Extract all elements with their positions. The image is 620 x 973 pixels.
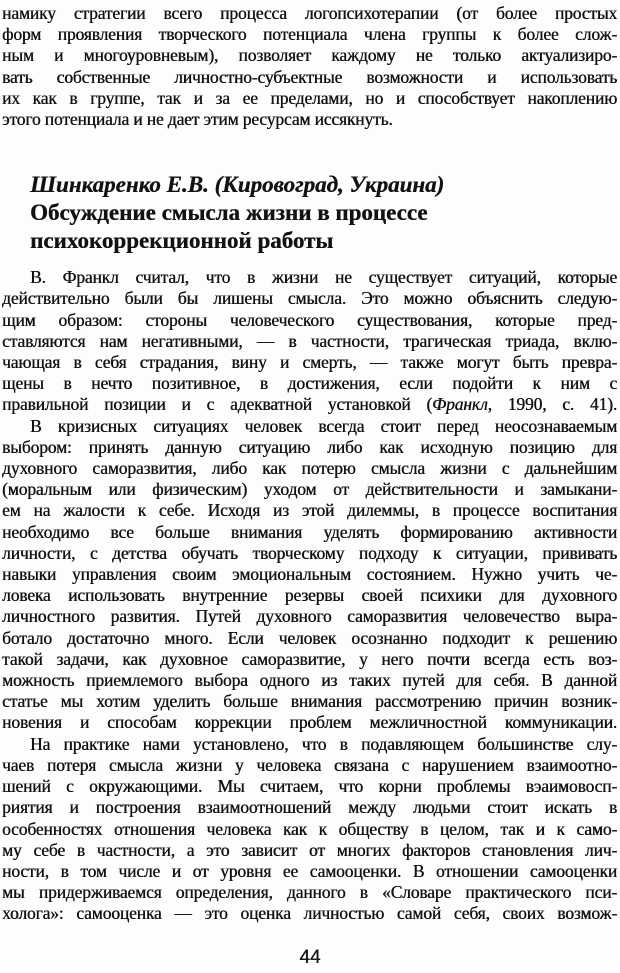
text-line: такой задачи, как духовное саморазвитие, у него почти всегда есть воз-	[2, 648, 617, 669]
text-line: шений с окружающими. Мы считаем, что корни проблемы вэаимовосп-	[2, 776, 617, 797]
heading-line: психокоррекционной работы	[30, 228, 334, 254]
text-line: статье мы хотим уделить больше внимания рассмотрению причин возник-	[2, 691, 617, 712]
text-line: (моральным или физическим) уходом от действительности и замыкани-	[2, 479, 617, 500]
text-line: ности, в том числе и от уровня ее самооценки. В отношении самооценки	[2, 860, 617, 881]
text-line: можность приемлемого выбора одного из таких путей для себя. В данной	[2, 670, 617, 691]
text-line: мы придерживаемся определения, данного в «Словаре практического пси-	[2, 882, 617, 903]
text-line: холога»: самооценка — это оценка личностью самой себя, своих возмож-	[2, 903, 617, 924]
text-line: особенностях отношения человека как к обществу в целом, так и к само-	[2, 818, 617, 839]
text-line: вать собственные личностно-субъектные возможности и использовать	[2, 66, 617, 87]
text-line: намику стратегии всего процесса логопсихотерапии (от более простых	[2, 3, 617, 23]
page-number: 44	[299, 947, 321, 968]
text-line: щим образом: стороны человеческого существования, которые пред-	[2, 309, 617, 330]
text-line: этого потенциала и не дает этим ресурсам иссякнуть.	[2, 109, 393, 130]
paragraph	[2, 416, 617, 734]
text-line: ботало достаточно много. Если человек осознанно подходит к решению	[2, 627, 617, 648]
text-line: форм проявления творческого потенциала члена группы к более слож-	[2, 24, 617, 45]
paragraph	[2, 3, 617, 130]
text-line: выбором: принять данную ситуацию либо как исходную позицию для	[2, 436, 617, 457]
text-line: чающая в себя страдания, вину и смерть, — также могут быть превра-	[2, 352, 617, 373]
heading-line: Шинкаренко Е.В. (Кировоград, Украина)	[30, 172, 445, 198]
text-line: ным и многоуровневым), позволяет каждому не только актуализиро-	[2, 45, 617, 66]
text-line: необходимо все больше внимания уделять формированию активности	[2, 521, 617, 542]
paragraph	[2, 267, 617, 415]
text-line: их как в группе, так и за ее пределами, но и способствует накоплению	[2, 87, 617, 108]
text-line: ставляются нам негативными, — в частности, трагическая триада, вклю-	[2, 330, 617, 351]
paragraph	[2, 734, 617, 925]
text-line: действительно были бы лишены смысла. Это можно объяснить следую-	[2, 288, 617, 309]
text-line: правильной позиции и с адекватной установкой (Франкл, 1990, с. 41).	[2, 394, 617, 415]
text-column	[2, 3, 617, 925]
text-line: чаев потеря смысла жизни у человека связана с нарушением взаимоотно-	[2, 754, 617, 775]
text-line: духовного саморазвития, либо как потерю смысла жизни с дальнейшим	[2, 458, 617, 479]
text-line: навыки управления своим эмоциональным состоянием. Нужно учить че-	[2, 564, 617, 585]
text-line: ловека использовать внутренние резервы своей психики для духовного	[2, 585, 617, 606]
italic-citation: Франкл	[432, 394, 488, 415]
text-line: новения и способам коррекции проблем межличностной коммуникации.	[2, 712, 617, 733]
text-line: В кризисных ситуациях человек всегда стоит перед неосознаваемым	[30, 415, 617, 436]
text-line: На практике нами установлено, что в подавляющем большинстве слу-	[30, 733, 617, 754]
text-line: ем на жалости к себе. Исходя из этой дилеммы, в процессе воспитания	[2, 500, 617, 521]
heading-line: Обсуждение смысла жизни в процессе	[30, 200, 428, 226]
text-line: В. Франкл считал, что в жизни не существует ситуаций, которые	[30, 267, 617, 288]
text-line: личности, с детства обучать творческому подходу к ситуации, прививать	[2, 542, 617, 563]
text-line: личностного развития. Путей духовного саморазвития человечество выра-	[2, 606, 617, 627]
text-line: му себе в частности, а это зависит от многих факторов становления лич-	[2, 839, 617, 860]
text-line: щены в нечто позитивное, в достижения, если подойти к ним с	[2, 373, 617, 394]
section-heading	[30, 171, 617, 255]
text-line: риятия и построения взаимоотношений между людьми стоит искать в	[2, 797, 617, 818]
